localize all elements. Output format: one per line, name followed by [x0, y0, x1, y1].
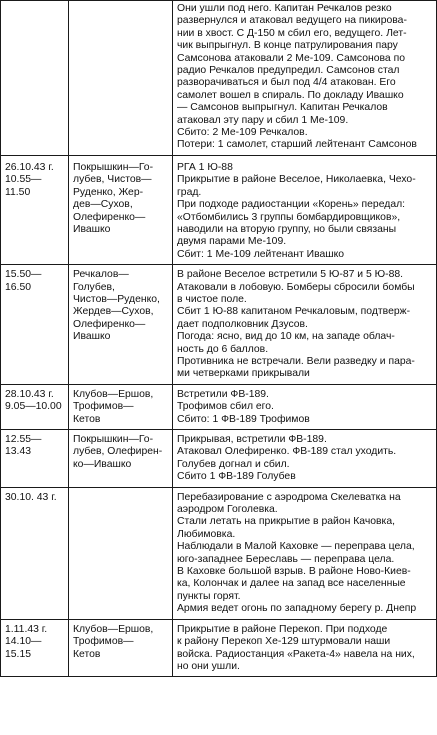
report-line: В районе Веселое встретили 5 Ю-87 и 5 Ю-88. [177, 269, 404, 281]
pilots-cell [69, 430, 173, 488]
report-line: но они ушли. [177, 660, 240, 672]
report-line: В Каховке большой взрыв. В районе Ново-Киев- [177, 566, 411, 578]
report-line: атаковал эту пару и сбил 1 Ме-109. [177, 114, 349, 126]
log-row [1, 384, 437, 429]
date-cell [1, 155, 69, 264]
report-line: град. [177, 186, 202, 198]
pilots-cell [69, 155, 173, 264]
pilot-line: Жердев—Сухов, [73, 306, 154, 318]
date-line: 9.05—10.00 [5, 401, 62, 413]
report-line: разворачиваться и был под 4/4 атакован. Его [177, 77, 396, 89]
pilot-line: Покрышкин—Го- [73, 161, 154, 173]
log-row [1, 487, 437, 619]
report-line: Погода: ясно, вид до 10 км, на западе облач- [177, 331, 395, 343]
report-line: Прикрывая, встретили ФВ-189. [177, 434, 327, 445]
pilot-line: лубев, Чистов— [73, 174, 152, 186]
report-line: ность до 6 баллов. [177, 343, 269, 355]
pilot-line: Кетов [73, 413, 101, 425]
pilot-line: Голубев, [73, 281, 115, 293]
report-line: Трофимов сбил его. [177, 401, 274, 413]
report-line: При подходе радиостанции «Корень» передал: [177, 199, 406, 211]
report-cell [173, 265, 437, 385]
date-cell [1, 1, 69, 156]
report-line: Стали летать на прикрытие в район Качовка, [177, 516, 395, 528]
flight-log-body [1, 1, 437, 677]
report-line: Противника не встречали. Вели разведку и пара- [177, 355, 415, 367]
pilots-cell [69, 1, 173, 156]
report-line: ми четверками прикрывали [177, 368, 310, 380]
log-row [1, 430, 437, 488]
pilot-line: Клубов—Ершов, [73, 623, 154, 635]
report-line: РГА 1 Ю-88 [177, 161, 233, 173]
pilots-cell [69, 487, 173, 619]
pilot-line: Трофимов— [73, 636, 134, 648]
date-cell [1, 430, 69, 488]
report-line: Прикрытие в районе Перекоп. При подходе [177, 623, 388, 635]
report-line: радио Речкалов предупредил. Самсонов стал [177, 65, 400, 77]
report-line: Прикрытие в районе Веселое, Николаевка, Чехо- [177, 174, 416, 186]
pilot-line: лубев, Олефирен- [73, 446, 163, 458]
report-line: Наблюдали в Малой Каховке — переправа цела, [177, 541, 415, 553]
date-line: 15.50— [5, 269, 42, 281]
report-line: Встретили ФВ-189. [177, 388, 269, 400]
date-line: 14.10— [5, 636, 42, 648]
report-line: дает подполковник Дзусов. [177, 318, 308, 330]
report-line: Потери: 1 самолет, старший лейтенант Самсонов [177, 139, 417, 151]
report-line: наводили на вторую группу, но были связаны [177, 223, 397, 235]
report-cell [173, 430, 437, 488]
report-line: Сбито: 1 ФВ-189 Трофимов [177, 413, 310, 425]
report-line: Сбито 1 ФВ-189 Голубев [177, 471, 296, 483]
log-row [1, 1, 437, 156]
report-line: Самсонова атаковали 2 Ме-109. Самсонова по [177, 52, 405, 64]
report-line: ка, Колончак и далее на запад все населенные [177, 578, 406, 590]
date-line: 12.55— [5, 434, 42, 445]
pilot-line: Чистов—Руденко, [73, 293, 160, 305]
report-line: Сбит: 1 Ме-109 лейтенант Ивашко [177, 248, 345, 260]
date-line: 26.10.43 г. [5, 161, 54, 173]
date-line: 11.50 [5, 186, 31, 198]
date-line: 1.11.43 г. [5, 623, 48, 635]
report-line: Любимовка. [177, 528, 236, 540]
report-line: Перебазирование с аэродрома Скелеватка на [177, 491, 401, 503]
report-cell [173, 1, 437, 156]
pilot-line: дев—Сухов, [73, 199, 133, 211]
pilots-cell [69, 384, 173, 429]
pilot-line: Ивашко [73, 331, 111, 343]
log-row [1, 265, 437, 385]
report-line: нии в хвост. С Д-150 м сбил его, ведущего. Лет- [177, 27, 407, 39]
report-line: Они ушли под него. Капитан Речкалов резко [177, 3, 392, 14]
pilots-cell [69, 619, 173, 677]
report-line: войска. Радиостанция «Ракета-4» навела на них, [177, 648, 415, 660]
report-cell [173, 155, 437, 264]
report-line: юго-западнее Береславь — переправа цела. [177, 553, 395, 565]
pilot-line: Трофимов— [73, 401, 134, 413]
pilot-line: Речкалов— [73, 269, 129, 281]
report-line: Атаковали в лобовую. Бомберы сбросили бомбы [177, 281, 415, 293]
log-row [1, 619, 437, 677]
report-line: «Отбомбились 3 группы бомбардировщиков», [177, 211, 401, 223]
date-line: 30.10. 43 г. [5, 491, 57, 503]
report-line: — Самсонов выпрыгнул. Капитан Речкалов [177, 102, 388, 114]
report-line: аэродром Гоголевка. [177, 504, 278, 516]
date-cell [1, 487, 69, 619]
pilot-line: Кетов [73, 648, 101, 660]
date-line: 28.10.43 г. [5, 388, 54, 400]
report-line: Атаковал Олефиренко. ФВ-189 стал уходить. [177, 446, 397, 458]
report-line: к району Перекоп Хе-129 штурмовали наши [177, 636, 391, 648]
report-cell [173, 487, 437, 619]
pilot-line: Клубов—Ершов, [73, 388, 154, 400]
report-line: самолет вошел в спираль. По докладу Ивашко [177, 89, 404, 101]
report-cell [173, 384, 437, 429]
date-cell [1, 265, 69, 385]
date-cell [1, 384, 69, 429]
pilot-line: Олефиренко— [73, 211, 146, 223]
pilot-line: ко—Ивашко [73, 458, 132, 470]
date-line: 10.55— [5, 174, 42, 186]
report-line: двумя парами Ме-109. [177, 236, 287, 248]
date-line: 13.43 [5, 446, 32, 458]
report-line: пункты горят. [177, 590, 241, 602]
pilot-line: Ивашко [73, 223, 111, 235]
report-cell [173, 619, 437, 677]
date-cell [1, 619, 69, 677]
report-line: развернулся и атаковал ведущего на пикирова- [177, 15, 407, 27]
report-line: Армия ведет огонь по западному берегу р. Днепр [177, 603, 417, 615]
date-line: 15.15 [5, 648, 32, 660]
report-line: чик выпрыгнул. В конце патрулирования пару [177, 40, 398, 52]
pilot-line: Покрышкин—Го- [73, 434, 154, 445]
pilots-cell [69, 265, 173, 385]
report-line: Сбито: 2 Ме-109 Речкалов. [177, 127, 308, 139]
report-line: Голубев догнал и сбил. [177, 458, 290, 470]
pilot-line: Олефиренко— [73, 318, 146, 330]
date-line: 16.50 [5, 281, 32, 293]
report-line: в чистое поле. [177, 293, 247, 305]
pilot-line: Руденко, Жер- [73, 186, 144, 198]
report-line: Сбит 1 Ю-88 капитаном Речкаловым, подтверж- [177, 306, 411, 318]
log-row [1, 155, 437, 264]
